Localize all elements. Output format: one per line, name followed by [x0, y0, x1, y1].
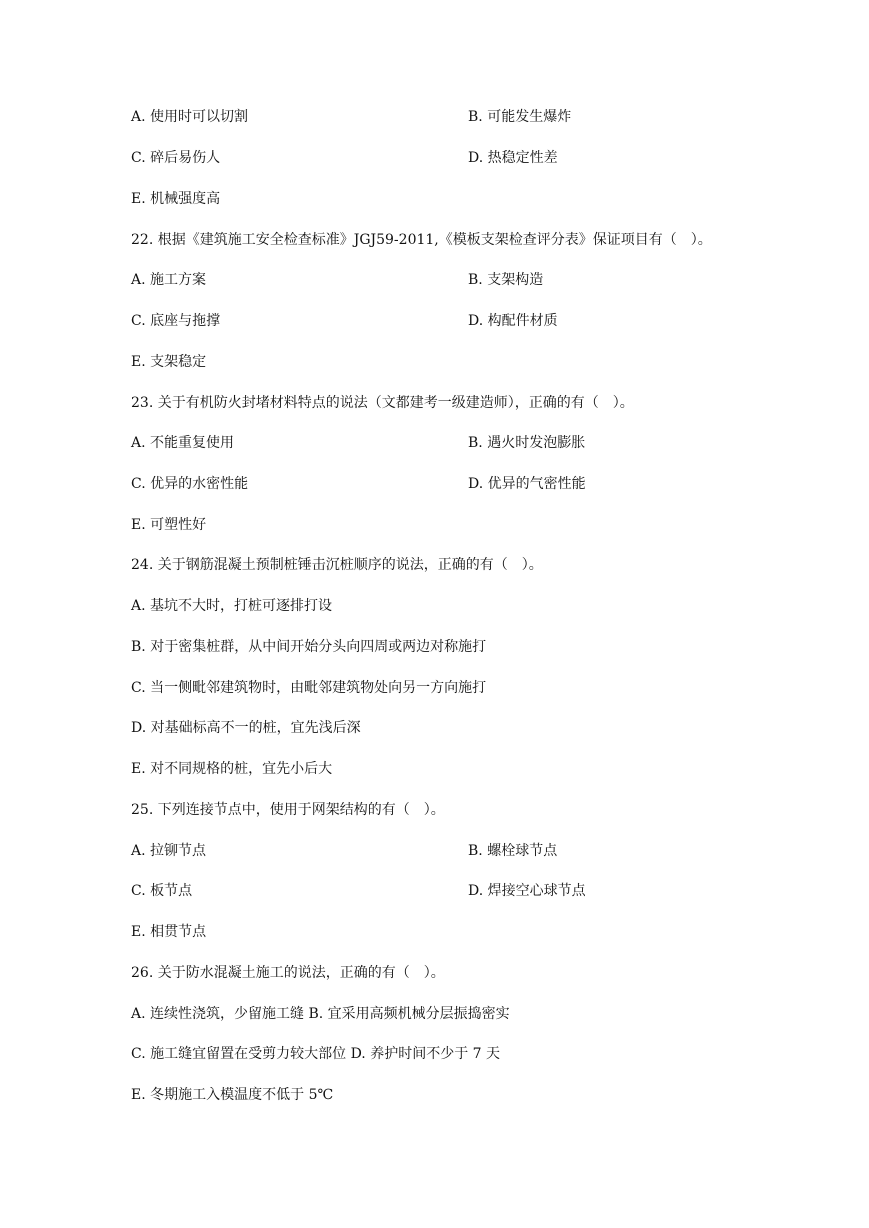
q23-option-a: A. 不能重复使用	[131, 435, 235, 451]
q21-option-a: A. 使用时可以切割	[131, 109, 249, 125]
q23-option-b: B. 遇火时发泡膨胀	[468, 435, 586, 451]
q26-option-c-d: C. 施工缝宜留置在受剪力较大部位 D. 养护时间不少于 7 天	[131, 1046, 500, 1062]
q23-option-c: C. 优异的水密性能	[131, 476, 249, 492]
q26-option-e: E. 冬期施工入模温度不低于 5℃	[131, 1087, 334, 1103]
q25-option-e: E. 相贯节点	[131, 924, 207, 940]
q23-option-d: D. 优异的气密性能	[468, 476, 586, 492]
q24-option-b: B. 对于密集桩群，从中间开始分头向四周或两边对称施打	[131, 639, 487, 655]
q21-option-e: E. 机械强度高	[131, 191, 221, 207]
q22-option-a: A. 施工方案	[131, 272, 207, 288]
q23-stem: 23. 关于有机防火封堵材料特点的说法（文都建考一级建造师），正确的有（ ）。	[131, 395, 634, 411]
q22-option-c: C. 底座与拖撑	[131, 313, 221, 329]
q23-option-e: E. 可塑性好	[131, 517, 207, 533]
q21-option-c: C. 碎后易伤人	[131, 150, 221, 166]
q24-option-c: C. 当一侧毗邻建筑物时，由毗邻建筑物处向另一方向施打	[131, 680, 487, 696]
q24-option-a: A. 基坑不大时，打桩可逐排打设	[131, 598, 333, 614]
q22-stem: 22. 根据《建筑施工安全检查标准》JGJ59-2011,《模板支架检查评分表》保证项目有（ ）。	[131, 232, 712, 248]
q25-option-c: C. 板节点	[131, 883, 193, 899]
q22-option-e: E. 支架稳定	[131, 354, 207, 370]
q22-option-b: B. 支架构造	[468, 272, 544, 288]
q25-stem: 25. 下列连接节点中，使用于网架结构的有（ ）。	[131, 802, 445, 818]
q24-stem: 24. 关于钢筋混凝土预制桩锤击沉桩顺序的说法，正确的有（ ）。	[131, 557, 543, 573]
q24-option-e: E. 对不同规格的桩，宜先小后大	[131, 761, 333, 777]
q22-option-d: D. 构配件材质	[468, 313, 558, 329]
q25-option-a: A. 拉铆节点	[131, 843, 207, 859]
q21-option-b: B. 可能发生爆炸	[468, 109, 572, 125]
q24-option-d: D. 对基础标高不一的桩，宜先浅后深	[131, 720, 361, 736]
q21-option-d: D. 热稳定性差	[468, 150, 558, 166]
q25-option-d: D. 焊接空心球节点	[468, 883, 586, 899]
q26-option-a-b: A. 连续性浇筑，少留施工缝 B. 宜采用高频机械分层振捣密实	[131, 1006, 510, 1022]
q25-option-b: B. 螺栓球节点	[468, 843, 558, 859]
q26-stem: 26. 关于防水混凝土施工的说法，正确的有（ ）。	[131, 965, 445, 981]
